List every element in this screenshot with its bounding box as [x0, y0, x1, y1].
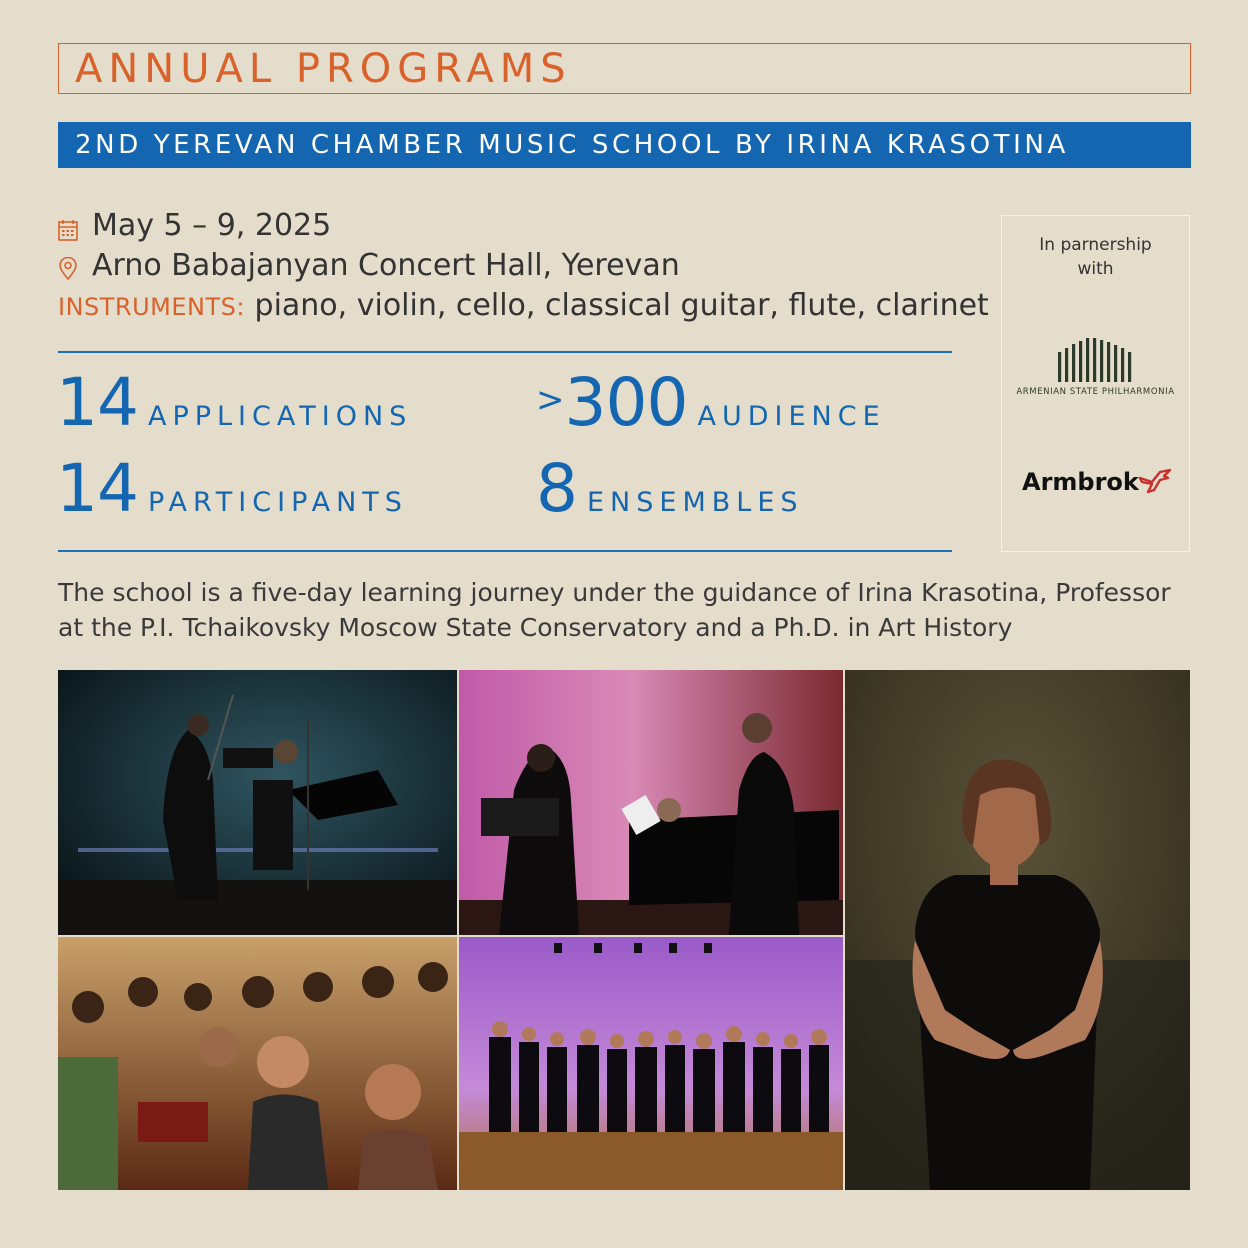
page-title: ANNUAL PROGRAMS: [75, 46, 572, 92]
instruments-label: INSTRUMENTS:: [58, 293, 245, 321]
stat-audience-label: AUDIENCE: [697, 401, 886, 432]
divider-top: [58, 351, 952, 353]
armbrok-logo: [1022, 466, 1172, 500]
photo-ensemble-bow: [459, 937, 843, 1190]
stat-ensembles-label: ENSEMBLES: [587, 487, 804, 518]
photo-violin-piano-duo: [58, 670, 457, 935]
photo-trio-performance: [459, 670, 843, 935]
stat-audience-prefix: >: [536, 380, 565, 420]
partner-label-text: In parnership with: [1039, 235, 1152, 279]
stat-audience-value: 300: [564, 364, 688, 441]
divider-bottom: [58, 550, 952, 552]
event-date: May 5 – 9, 2025: [92, 208, 332, 243]
calendar-icon: [58, 214, 80, 238]
partner-label: [1002, 233, 1189, 281]
stat-audience: [536, 364, 886, 441]
armbrok-name: Armbrok: [1022, 468, 1139, 496]
instruments-row: [58, 288, 989, 323]
instruments-list: piano, violin, cello, classical guitar, flute, clarinet: [254, 288, 989, 323]
stat-ensembles: [536, 450, 804, 527]
description: The school is a five-day learning journey under the guidance of Irina Krasotina, Professor at the P.I. Tchaikovsky Moscow State Conservatory and a Ph.D. in Art History: [58, 578, 1171, 642]
partner-box: [1001, 215, 1190, 552]
stat-participants-label: PARTICIPANTS: [147, 487, 408, 518]
program-title: 2ND YEREVAN CHAMBER MUSIC SCHOOL BY IRINA KRASOTINA: [75, 130, 1069, 160]
philharmonia-logo: [1002, 338, 1189, 386]
stat-applications-value: 14: [56, 364, 138, 441]
header-box: [58, 43, 1191, 94]
stat-applications-label: APPLICATIONS: [147, 401, 413, 432]
location-pin-icon: [58, 254, 80, 278]
philharmonia-name: ARMENIAN STATE PHILHARMONIA: [1016, 387, 1175, 397]
stat-applications: [56, 364, 412, 441]
subtitle-bar: [58, 122, 1191, 168]
stat-participants: [56, 450, 408, 527]
photo-audience-applause: [58, 937, 457, 1190]
stat-ensembles-value: 8: [536, 450, 577, 527]
photo-irina-krasotina: [845, 670, 1190, 1190]
stat-participants-value: 14: [56, 450, 138, 527]
event-venue: Arno Babajanyan Concert Hall, Yerevan: [92, 248, 680, 283]
